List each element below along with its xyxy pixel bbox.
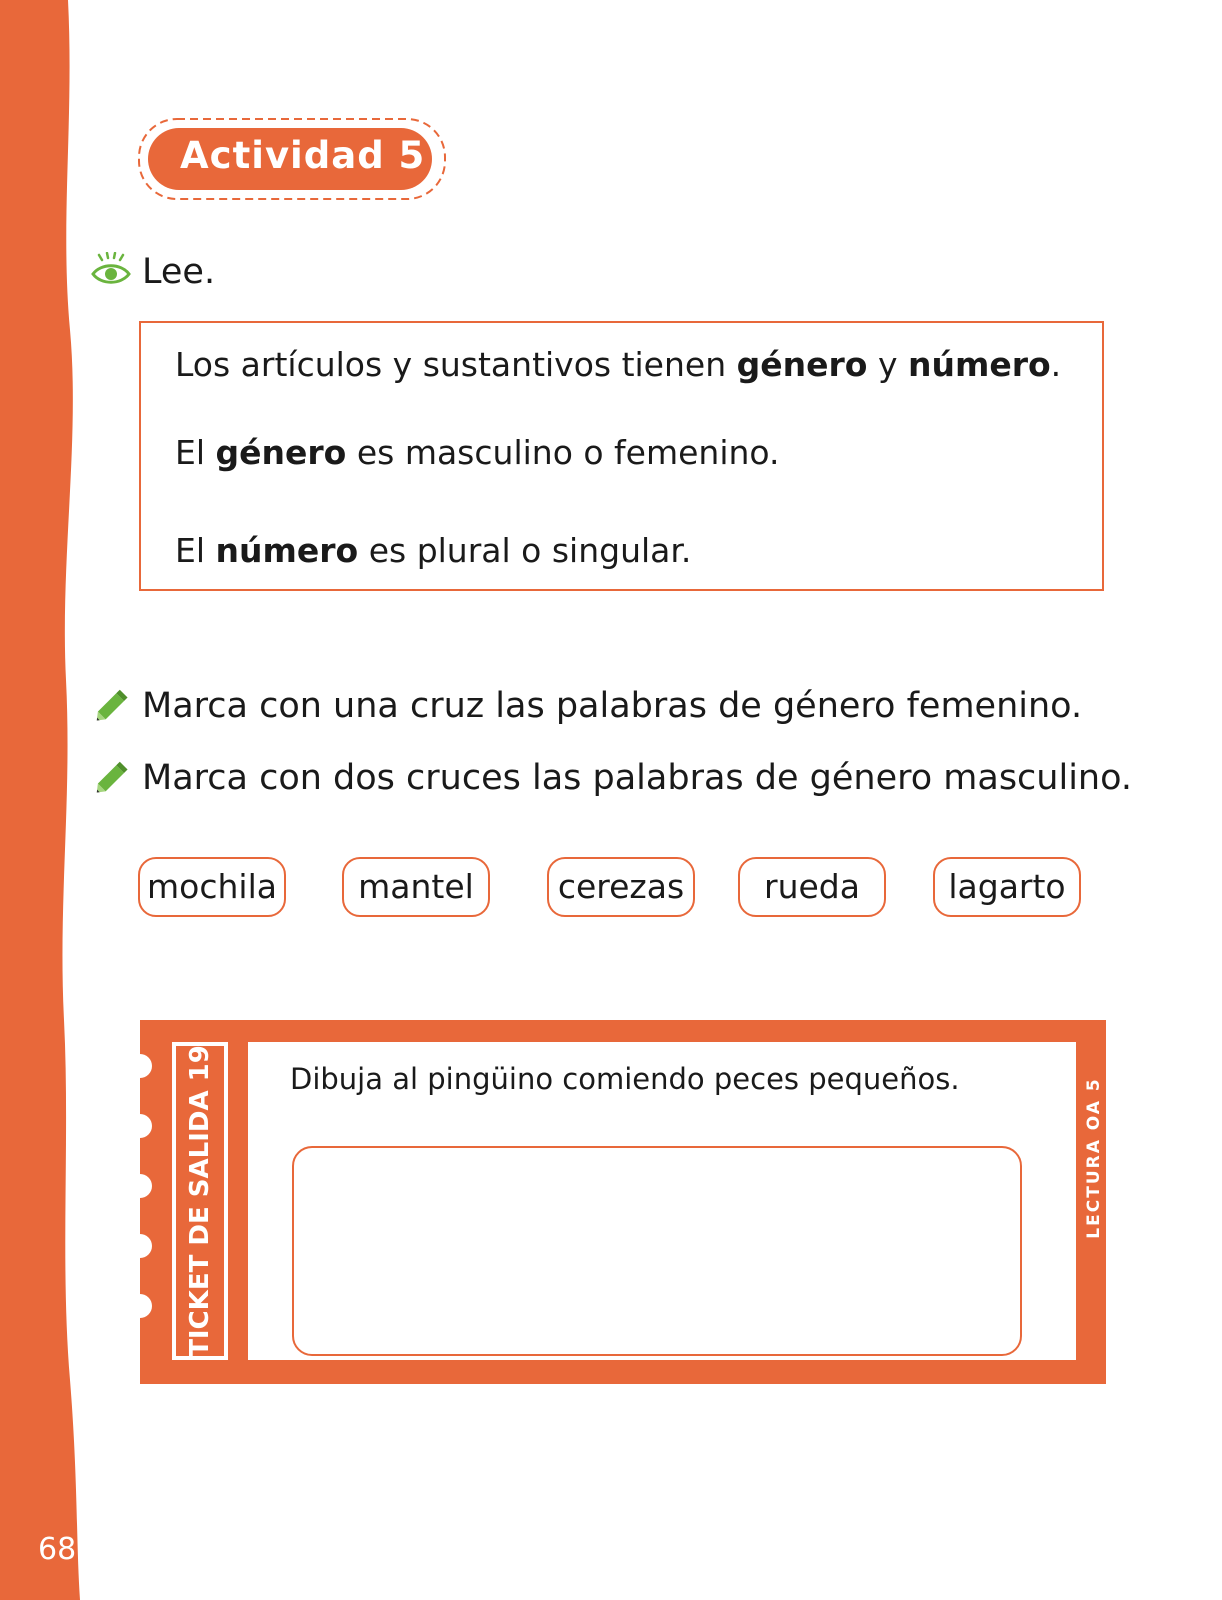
side-band <box>0 0 110 1600</box>
info-line-3: El número es plural o singular. <box>175 531 692 570</box>
ticket-notch <box>128 1174 152 1198</box>
ticket-notch <box>128 1054 152 1078</box>
eye-icon <box>90 252 134 292</box>
pencil-icon <box>90 758 134 798</box>
word-box-rueda[interactable]: rueda <box>738 857 886 917</box>
drawing-area[interactable] <box>292 1146 1022 1356</box>
word-box-lagarto[interactable]: lagarto <box>933 857 1081 917</box>
page-number: 68 <box>38 1532 77 1567</box>
ticket-instruction: Dibuja al pingüino comiendo peces pequeños. <box>290 1062 960 1096</box>
bold-genero: género <box>736 345 868 384</box>
info-box <box>139 321 1104 591</box>
bold-genero: género <box>215 433 347 472</box>
word-box-mochila[interactable]: mochila <box>138 857 286 917</box>
info-line-1: Los artículos y sustantivos tienen género y número. <box>175 345 1062 384</box>
ticket-notch <box>128 1234 152 1258</box>
read-instruction <box>90 252 215 292</box>
activity-title: Actividad 5 <box>180 134 426 177</box>
ticket-code: LECTURA OA 5 <box>1084 1077 1104 1239</box>
mark-instruction-text: Marca con dos cruces las palabras de género masculino. <box>142 758 1133 798</box>
bold-numero: número <box>907 345 1051 384</box>
word-box-cerezas[interactable]: cerezas <box>547 857 695 917</box>
mark-instruction-feminine <box>90 686 1082 726</box>
activity-badge <box>136 116 448 202</box>
ticket-notch <box>128 1294 152 1318</box>
mark-instruction-masculine <box>90 758 1132 798</box>
ticket-label-box <box>172 1042 228 1360</box>
exit-ticket <box>140 1020 1106 1384</box>
bold-numero: número <box>215 531 359 570</box>
word-box-mantel[interactable]: mantel <box>342 857 490 917</box>
pencil-icon <box>90 686 134 726</box>
read-instruction-text: Lee. <box>142 252 216 292</box>
ticket-notch <box>128 1114 152 1138</box>
mark-instruction-text: Marca con una cruz las palabras de género femenino. <box>142 686 1083 726</box>
ticket-panel <box>248 1042 1076 1360</box>
info-line-2: El género es masculino o femenino. <box>175 433 780 472</box>
ticket-label: TICKET DE SALIDA 19 <box>185 1045 215 1357</box>
